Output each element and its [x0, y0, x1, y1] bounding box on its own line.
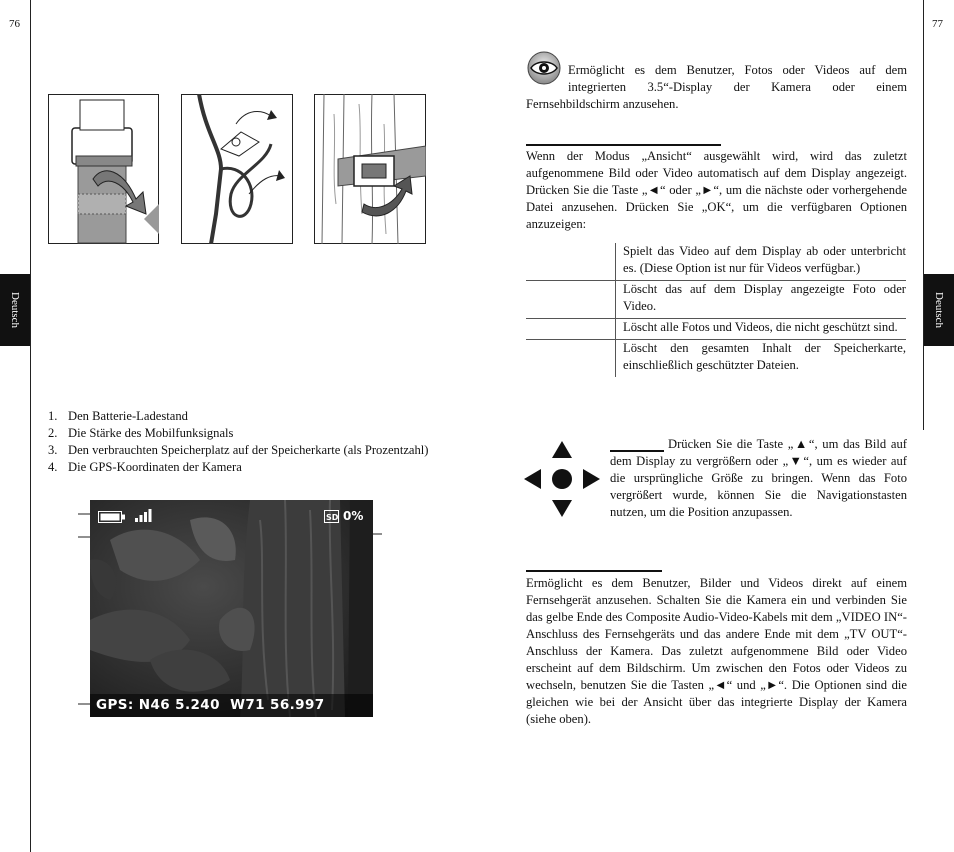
- option-label: [526, 281, 616, 319]
- side-tab-right-label: Deutsch: [933, 291, 945, 329]
- gps-bar: [90, 694, 373, 717]
- table-row: [526, 281, 906, 319]
- battery-icon: [98, 510, 126, 528]
- gps-coordinates: GPS: N46 5.240 W71 56.997: [96, 697, 325, 713]
- option-description: Spielt das Video auf dem Display ab oder unterbricht es. (Diese Option ist nur für Videos verfügbar.): [623, 244, 906, 275]
- table-row: [526, 340, 906, 378]
- svg-text:SD: SD: [326, 512, 339, 522]
- side-tab-right: [924, 274, 954, 346]
- option-label: [526, 340, 616, 378]
- left-margin-rule: [30, 0, 31, 852]
- signal-bar: [140, 515, 143, 522]
- side-tab-left-label: Deutsch: [9, 291, 21, 329]
- list-item: 4. Die GPS-Koordinaten der Kamera: [48, 460, 242, 474]
- options-table: [526, 243, 906, 377]
- page-number-left: 76: [9, 18, 20, 30]
- list-item: 3. Den verbrauchten Speicherplatz auf der Speicherkarte (als Prozentzahl): [48, 443, 429, 457]
- camera-screen-preview: [90, 500, 373, 717]
- night-forest-image: [90, 500, 373, 717]
- option-description: Löscht das auf dem Display angezeigte Foto oder Video.: [616, 281, 907, 319]
- navigation-pad-icon: [524, 441, 600, 522]
- signal-bar: [149, 509, 152, 522]
- storage-percent: 0%: [343, 509, 364, 523]
- zoom-paragraph: Drücken Sie die Taste „▲“, um das Bild auf dem Display zu vergrößern oder „▼“, um es wieder auf die ursprüngliche Größe zu bringen. Wenn das Foto vergrößert wurde, können Sie die Navigationstasten nutzen, um die Position anzupassen.: [610, 437, 907, 519]
- list-item: 2. Die Stärke des Mobilfunksignals: [48, 426, 234, 440]
- side-tab-left: [0, 274, 30, 346]
- right-margin-rule: [923, 0, 924, 430]
- view-mode-paragraph: Wenn der Modus „Ansicht“ ausgewählt wird, wird das zuletzt aufgenommene Bild oder Video automatisch auf dem Display angezeigt. Drücken Sie die Taste „◄“ oder „►“, um die nächste oder vorhergehende Datei anzusehen. Drücken Sie „OK“, um die verfügbaren Optionen anzuzeigen:: [526, 149, 907, 231]
- sd-card-icon: [324, 510, 339, 523]
- status-list: [48, 408, 429, 476]
- page-number-right: 77: [932, 18, 943, 30]
- option-description: Löscht alle Fotos und Videos, die nicht geschützt sind.: [616, 319, 907, 340]
- signal-strength-icon: [134, 508, 154, 527]
- storage-indicator: [324, 509, 363, 523]
- intro-paragraph: Ermöglicht es dem Benutzer, Fotos oder Videos auf dem integrierten 3.5“-Display der Kamera oder einem Fernsehbildschirm anzusehen.: [526, 63, 907, 111]
- tv-paragraph: Ermöglicht es dem Benutzer, Bilder und Videos direkt auf einem Fernsehgerät anzusehen. Schalten Sie die Kamera ein und verbinden Sie das gelbe Ende des Composite Audio-Video-Kabels mit dem „VIDEO IN“-Anschluss des Fernsehgeräts und das andere Ende mit dem „TV OUT“-Anschluss der Kamera. Das zuletzt aufgenommene Bild oder Video erscheint auf dem Bildschirm. Um zwischen den Fotos oder Videos zu wechseln, benutzen Sie die Tasten „◄“ und „►“. Die Optionen sind die gleichen wie bei der Ansicht über das integrierte Display der Kamera (siehe oben).: [526, 576, 907, 726]
- list-item: 1. Den Batterie-Ladestand: [48, 409, 188, 423]
- signal-bar: [144, 512, 147, 522]
- table-row: [526, 243, 906, 281]
- strap-loop-illustration: [181, 94, 293, 244]
- option-description: Löscht den gesamten Inhalt der Speicherkarte, einschließlich geschützter Dateien.: [616, 340, 907, 378]
- tree-strap-illustration: [314, 94, 426, 244]
- heading-rule-tv: [526, 570, 662, 572]
- strap-buckle-illustration: [48, 94, 159, 244]
- signal-bar: [135, 518, 138, 522]
- heading-rule-view: [526, 144, 721, 146]
- option-label: [526, 319, 616, 340]
- option-label: [526, 243, 616, 281]
- table-row: [526, 319, 906, 340]
